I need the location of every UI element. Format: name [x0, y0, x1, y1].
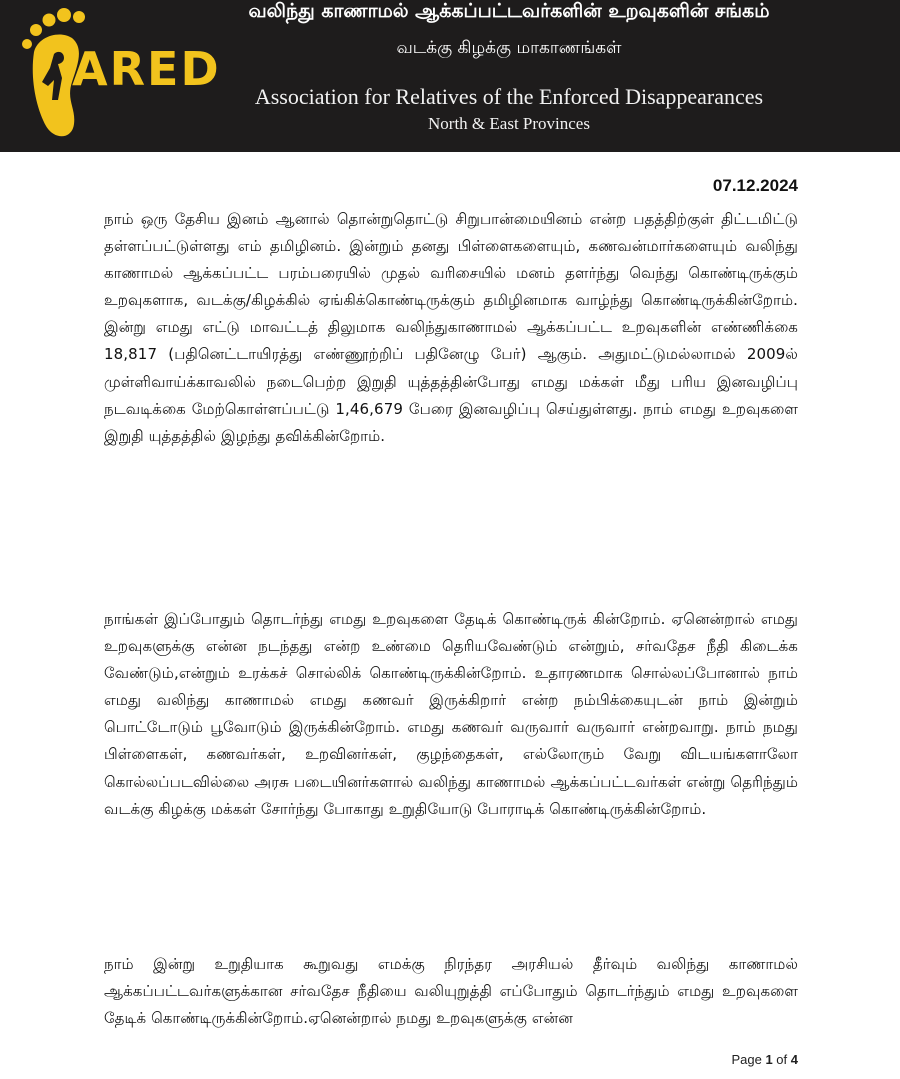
- page-label: Page: [731, 1052, 762, 1067]
- english-region-name: North & East Provinces: [428, 114, 590, 133]
- letterhead-banner: [0, 0, 900, 152]
- english-organization-name: Association for Relatives of the Enforced Disappearances: [254, 84, 764, 109]
- tamil-organization-name: வலிந்து காணாமல் ஆக்கப்பட்டவர்களின் உறவுகளின் சங்கம்: [248, 0, 770, 22]
- body-paragraph: நாம் இன்று உறுதியாக கூறுவது எமக்கு நிரந்தர அரசியல் தீர்வும் வலிந்து காணாமல் ஆக்கப்பட்டவர்களுக்கான சர்வதேச நீதியை வலியுறுத்தி எப்போதும் தொடர்ந்தும் எமது உறவுகளை தேடிக் கொண்டிருக்கின்றோம்.ஏனென்றால் நமது உறவுகளுக்கு என்ன: [104, 955, 798, 1028]
- document-body: [104, 206, 798, 1079]
- tamil-region-name: வடக்கு கிழக்கு மாகாணங்கள்: [396, 38, 622, 58]
- document-date: 07.12.2024: [712, 176, 798, 195]
- body-paragraph: நாம் ஒரு தேசிய இனம் ஆனால் தொன்றுதொட்டு சிறுபான்மையினம் என்ற பதத்திற்குள் திட்டமிட்டு தள்ளப்பட்டுள்ளது எம் தமிழினம். இன்றும் தனது பிள்ளைகளையும், கணவன்மார்களையும் வலிந்து காணாமல் ஆக்கப்பட்ட பரம்பரையில் முதல் வரிசையில் மனம் தளர்ந்து வெந்து கொண்டிருக்கும் உறவுகளாக, வடக்கு/கிழக்கில் ஏங்கிக்கொண்டிருக்கும் தமிழினமாக வாழ்ந்து கொண்டிருக்கின்றோம். இன்று எமது எட்டு மாவட்டத் திலுமாக வலிந்துகாணாமல் ஆக்கப்பட்ட உறவுகளின் எண்ணிக்கை 18,817 (பதினெட்டாயிரத்து எண்ணூற்றிப் பதினேழு பேர்) ஆகும். அதுமட்டுமல்லாமல் 2009ல் முள்ளிவாய்க்காவலில் நடைபெற்ற இறுதி யுத்தத்தின்போது எமது மக்கள் மீது பரிய இனவழிப்பு நடவடிக்கை மேற்கொள்ளப்பட்டு 1,46,679 பேரை இனவழிப்பு செய்துள்ளது. நாம் எமது உறவுகளை இறுதி யுத்தத்தில் இழந்து தவிக்கின்றோம்.: [104, 210, 798, 445]
- page-number: [731, 1052, 798, 1067]
- total-pages: 4: [790, 1052, 798, 1067]
- body-paragraph: நாங்கள் இப்போதும் தொடர்ந்து எமது உறவுகளை தேடிக் கொண்டிருக் கின்றோம். ஏனென்றால் எமது உறவுகளுக்கு என்ன நடந்தது என்ற உண்மை தெரியவேண்டும் என்றும், சர்வதேச நீதி கிடைக்க வேண்டும்,என்றும் உரக்கச் சொல்லிக் கொண்டிருக்கின்றோம். உதாரணமாக சொல்லப்போனால் நாம் எமது வலிந்து காணாமல் எமது கணவர் இருக்கிறார் என்ற நம்பிக்கையுடன் நாம் இன்றும் பொட்டோடும் பூவோடும் இருக்கின்றோம். எமது கணவர் வருவார் வருவார் என்றவாறு. நாம் நமது பிள்ளைகள், கணவர்கள், உறவினர்கள், குழந்தைகள், எல்லோரும் வேறு விடயங்களாலோ கொல்லப்படவில்லை அரசு படையினர்களால் வலிந்து காணாமல் ஆக்கப்பட்டவர்கள் என்று தெரிந்தும் வடக்கு கிழக்கு மக்கள் சோர்ந்து போகாது உறுதியோடு போராடிக் கொண்டிருக்கின்றோம்.: [104, 610, 798, 818]
- logo-wordmark: ARED: [72, 42, 221, 96]
- current-page: 1: [765, 1052, 773, 1067]
- of-label: of: [776, 1052, 788, 1067]
